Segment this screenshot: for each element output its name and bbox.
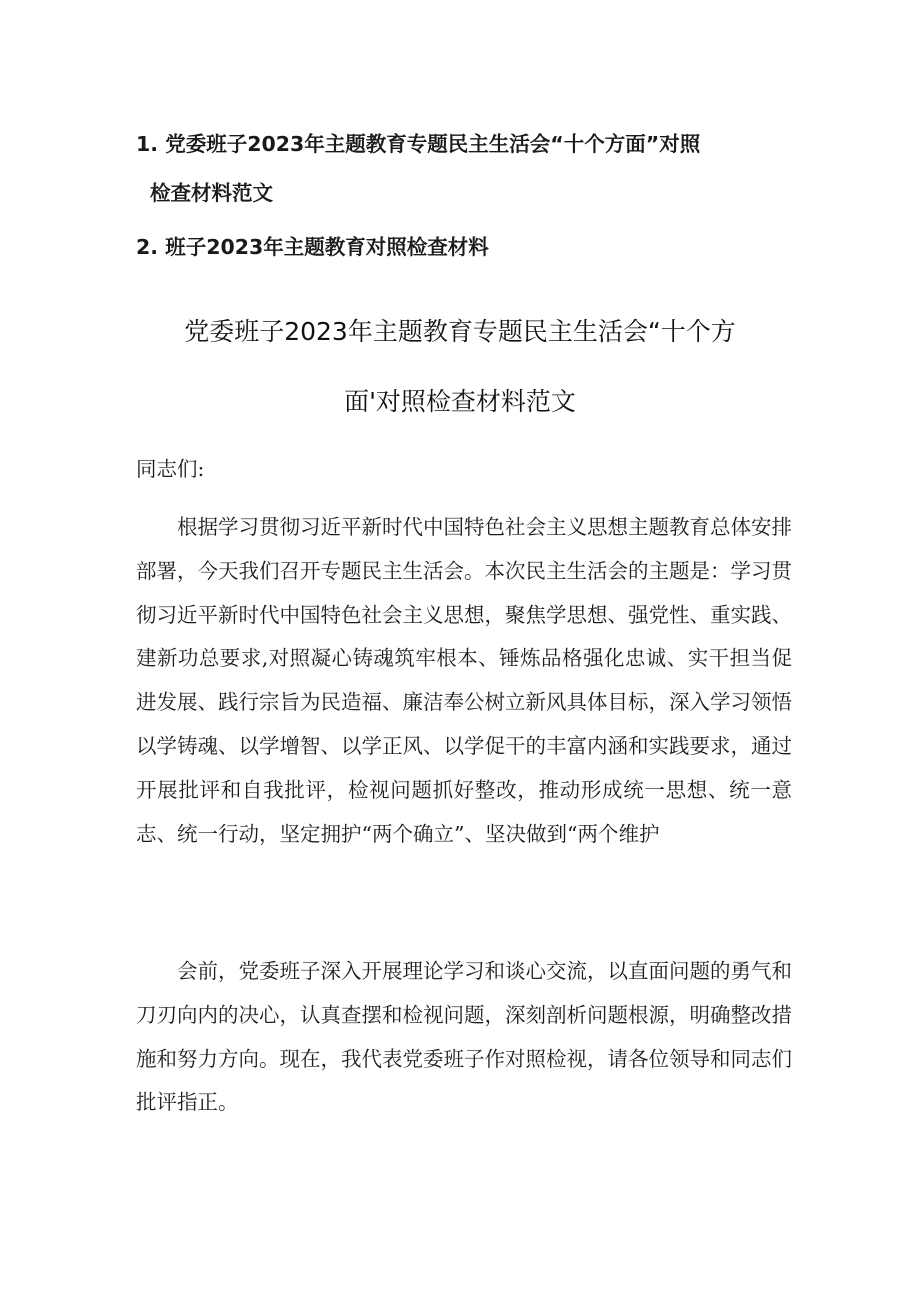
toc-item-1-text-line1: 党委班子2023年主题教育专题民主生活会“十个方面”对照 [165, 132, 701, 156]
toc-item-2-text: 班子2023年主题教育对照检查材料 [165, 235, 489, 259]
document-title-line2: 面'对照检查材料范文 [344, 387, 576, 416]
toc-item-1-number: 1. [136, 132, 159, 156]
toc-item-2 [136, 227, 796, 267]
body-paragraph-2: 会前，党委班子深入开展理论学习和谈心交流，以直面问题的勇气和刀刃向内的决心，认真查摆和检视问题，深刻剖析问题根源，明确整改措施和努力方向。现在，我代表党委班子作对照检视，请各位领导和同志们批评指正。 [136, 959, 792, 1115]
document-title-line1: 党委班子2023年主题教育专题民主生活会“十个方 [184, 317, 736, 346]
salutation: 同志们: [136, 457, 205, 481]
table-of-contents [136, 124, 796, 267]
toc-item-2-number: 2. [136, 235, 159, 259]
toc-item-1-text-line2: 检查材料范文 [150, 181, 273, 205]
body-paragraph-1: 根据学习贯彻习近平新时代中国特色社会主义思想主题教育总体安排部署，今天我们召开专题民主生活会。本次民主生活会的主题是：学习贯彻习近平新时代中国特色社会主义思想，聚焦学思想、强党性、重实践、建新功总要求,对照凝心铸魂筑牢根本、锤炼品格强化忠诚、实干担当促进发展、践行宗旨为民造福、廉洁奉公树立新风具体目标，深入学习领悟以学铸魂、以学增智、以学正风、以学促干的丰富内涵和实践要求，通过开展批评和自我批评，检视问题抓好整改，推动形成统一思想、统一意志、统一行动，坚定拥护“两个确立”、坚决做到“两个维护 [136, 515, 792, 846]
toc-item-1 [136, 124, 796, 213]
